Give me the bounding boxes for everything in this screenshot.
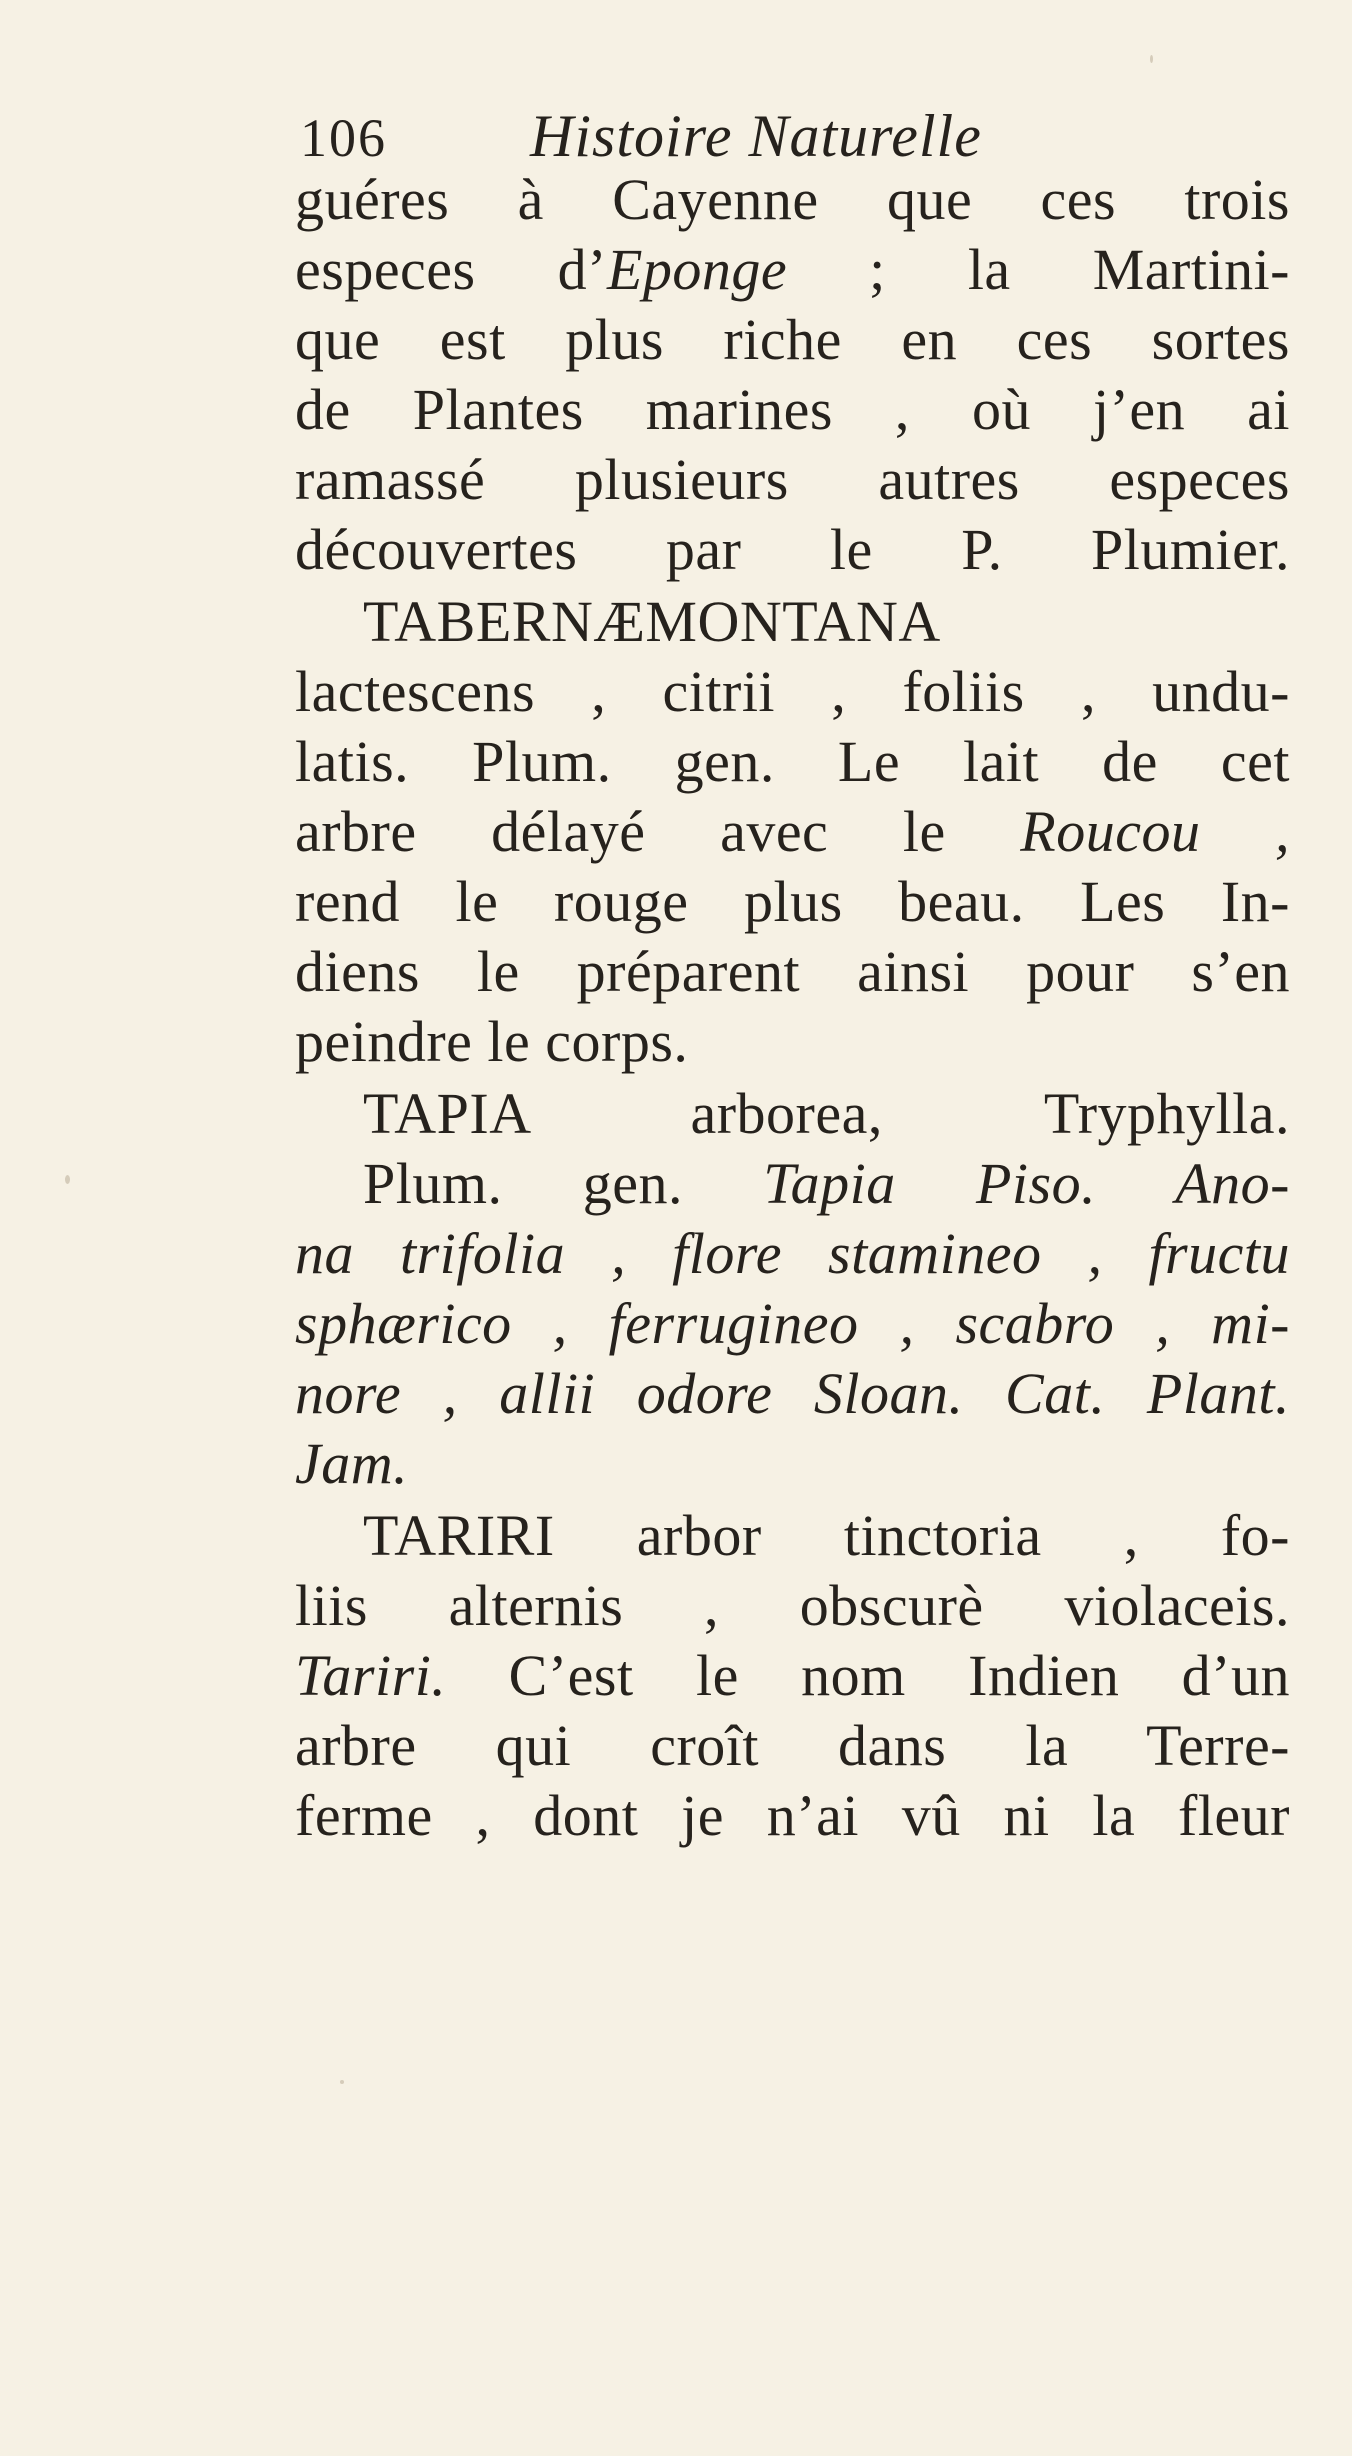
paper-blemish [1150,55,1153,63]
italic-run: Jam. [295,1431,409,1496]
text-run: liis alternis , obscurè violaceis. [295,1573,1290,1638]
text-run: de Plantes marines , où j’en ai [295,377,1290,442]
text-line [295,307,1290,372]
text-line [295,237,1290,302]
text-line [295,377,1290,442]
text-line [295,939,1290,1004]
text-run: latis. Plum. gen. Le lait de cet [295,729,1290,794]
text-line [295,1643,1290,1708]
text-line [295,1783,1290,1848]
text-run: especes d’ [295,237,607,302]
text-run: ramassé plusieurs autres especes [295,447,1290,512]
text-run: peindre le corps. [295,1009,689,1074]
paper-blemish [65,1175,70,1184]
text-line [363,1151,1290,1216]
text-run: rend le rouge plus beau. Les In- [295,869,1290,934]
italic-run: Tapia Piso. Ano- [763,1151,1290,1216]
text-line [295,1573,1290,1638]
italic-run: sphærico , ferrugineo , scabro , mi- [295,1291,1290,1356]
text-run: TARIRI arbor tinctoria , fo- [363,1503,1290,1568]
italic-run: Roucou , [1020,799,1291,864]
italic-run: na trifolia , flore stamineo , fructu [295,1221,1290,1286]
text-line [295,1361,1290,1426]
text-run: ferme , dont je n’ai vû ni la fleur [295,1783,1290,1848]
paper-blemish [340,2080,344,2084]
text-line [295,729,1290,794]
text-run: lactescens , citrii , foliis , undu- [295,659,1290,724]
text-run: TABERNÆMONTANA [363,589,941,654]
text-run: TAPIA arborea, Tryphylla. [363,1081,1290,1146]
text-run: que est plus riche en ces sortes [295,307,1290,372]
entry-heading [363,589,1290,654]
text-run: ; la Martini- [787,237,1290,302]
running-title: Histoire Naturelle [530,103,982,169]
text-line [295,447,1290,512]
text-run: arbre délayé avec le [295,799,1021,864]
text-run: Plum. gen. [363,1151,764,1216]
italic-run: nore , allii odore Sloan. Cat. Plant. [295,1361,1290,1426]
text-line [295,799,1291,864]
text-line [295,167,1290,232]
text-run: guéres à Cayenne que ces trois [295,167,1290,232]
entry-heading [363,1503,1290,1568]
text-run: C’est le nom Indien d’un [446,1643,1290,1708]
text-line [295,1431,409,1496]
text-run: découvertes par le P. Plumier. [295,517,1290,582]
text-line [295,1009,689,1074]
italic-run: Tariri. [295,1643,447,1708]
text-line [295,1713,1290,1778]
text-line [295,1291,1290,1356]
text-line [295,659,1290,724]
italic-run: Eponge [606,237,788,302]
text-line [295,517,1290,582]
text-run: diens le préparent ainsi pour s’en [295,939,1290,1004]
text-line [295,869,1290,934]
page-number: 106 [300,108,387,168]
text-run: arbre qui croît dans la Terre- [295,1713,1290,1778]
text-line [295,1221,1290,1286]
entry-heading [363,1081,1290,1146]
